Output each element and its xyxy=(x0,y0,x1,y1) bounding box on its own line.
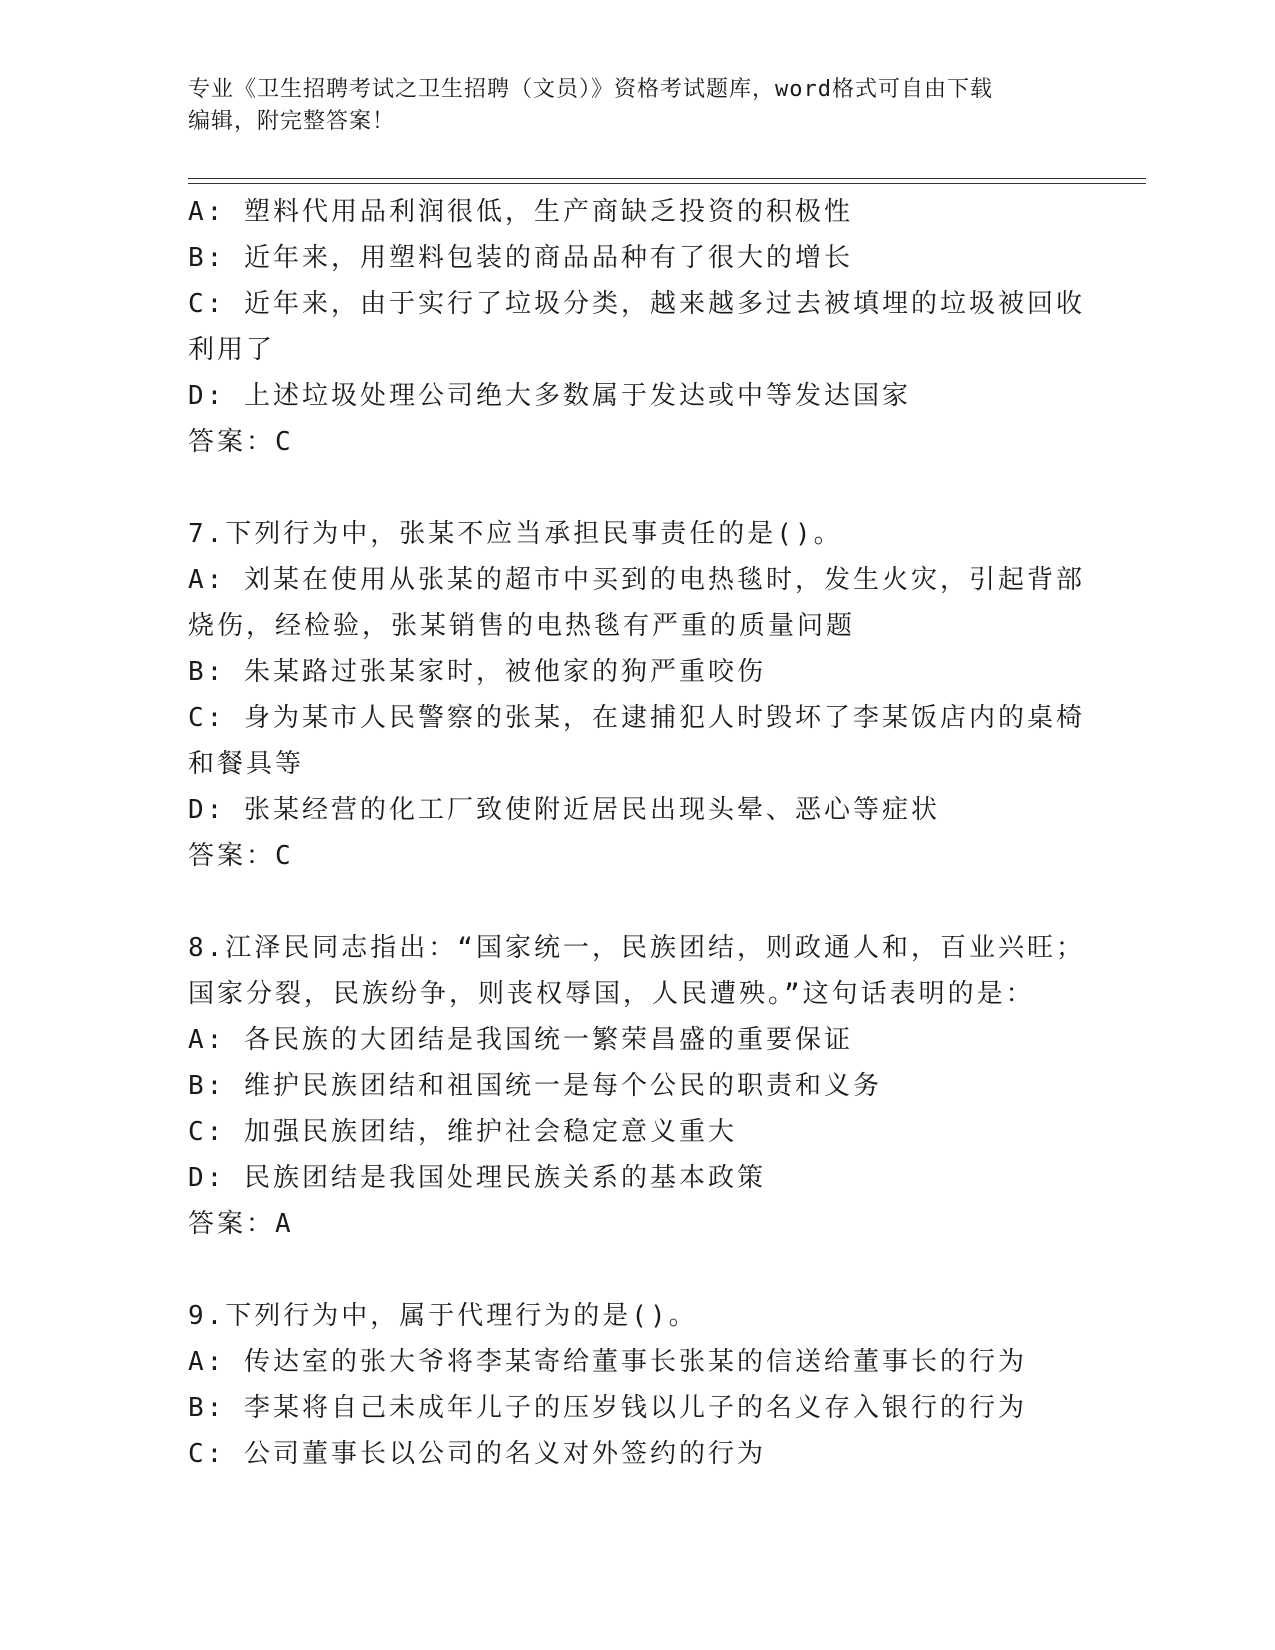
question-7-block xyxy=(188,511,1088,879)
spacer xyxy=(188,879,1088,925)
q7-question: 7.下列行为中，张某不应当承担民事责任的是()。 xyxy=(188,519,843,549)
header-divider-top xyxy=(188,178,1146,179)
q6-option-d: D: 上述垃圾处理公司绝大多数属于发达或中等发达国家 xyxy=(188,381,911,411)
q8-option-d: D: 民族团结是我国处理民族关系的基本政策 xyxy=(188,1163,766,1193)
q9-option-a: A: 传达室的张大爷将李某寄给董事长张某的信送给董事长的行为 xyxy=(188,1347,1027,1377)
spacer xyxy=(188,1247,1088,1293)
q8-question-line2: 国家分裂，民族纷争，则丧权辱国，人民遭殃。”这句话表明的是： xyxy=(188,979,1035,1009)
q7-option-b: B: 朱某路过张某家时，被他家的狗严重咬伤 xyxy=(188,657,766,687)
header-line-2: 编辑，附完整答案！ xyxy=(188,109,396,134)
q9-option-c: C: 公司董事长以公司的名义对外签约的行为 xyxy=(188,1439,766,1469)
q8-question-line1: 8.江泽民同志指出：“国家统一，民族团结，则政通人和，百业兴旺； xyxy=(188,933,1085,963)
q6-option-b: B: 近年来，用塑料包装的商品品种有了很大的增长 xyxy=(188,243,853,273)
q7-option-a-line2: 烧伤，经检验，张某销售的电热毯有严重的质量问题 xyxy=(188,611,856,641)
question-9-block xyxy=(188,1293,1088,1477)
spacer xyxy=(188,465,1088,511)
q8-option-c: C: 加强民族团结，维护社会稳定意义重大 xyxy=(188,1117,737,1147)
q7-answer: 答案：C xyxy=(188,841,294,871)
question-list xyxy=(188,189,1088,1477)
q7-option-d: D: 张某经营的化工厂致使附近居民出现头晕、恶心等症状 xyxy=(188,795,940,825)
q8-option-a: A: 各民族的大团结是我国统一繁荣昌盛的重要保证 xyxy=(188,1025,853,1055)
q7-option-c-line1: C: 身为某市人民警察的张某，在逮捕犯人时毁坏了李某饭店内的桌椅 xyxy=(188,703,1085,733)
q8-answer: 答案：A xyxy=(188,1209,294,1239)
document-header xyxy=(188,74,1088,138)
header-line-1: 专业《卫生招聘考试之卫生招聘（文员）》资格考试题库，word格式可自由下载 xyxy=(188,77,993,102)
question-6-block xyxy=(188,189,1088,465)
q6-option-c-line2: 利用了 xyxy=(188,335,276,365)
q6-answer: 答案：C xyxy=(188,427,294,457)
q7-option-a-line1: A: 刘某在使用从张某的超市中买到的电热毯时，发生火灾，引起背部 xyxy=(188,565,1085,595)
q7-option-c-line2: 和餐具等 xyxy=(188,749,305,779)
q9-option-b: B: 李某将自己未成年儿子的压岁钱以儿子的名义存入银行的行为 xyxy=(188,1393,1027,1423)
q6-option-a: A: 塑料代用品利润很低，生产商缺乏投资的积极性 xyxy=(188,197,853,227)
q8-option-b: B: 维护民族团结和祖国统一是每个公民的职责和义务 xyxy=(188,1071,882,1101)
q6-option-c-line1: C: 近年来，由于实行了垃圾分类，越来越多过去被填埋的垃圾被回收 xyxy=(188,289,1085,319)
header-divider-bottom xyxy=(188,183,1146,184)
q9-question: 9.下列行为中，属于代理行为的是()。 xyxy=(188,1301,698,1331)
question-8-block xyxy=(188,925,1088,1247)
